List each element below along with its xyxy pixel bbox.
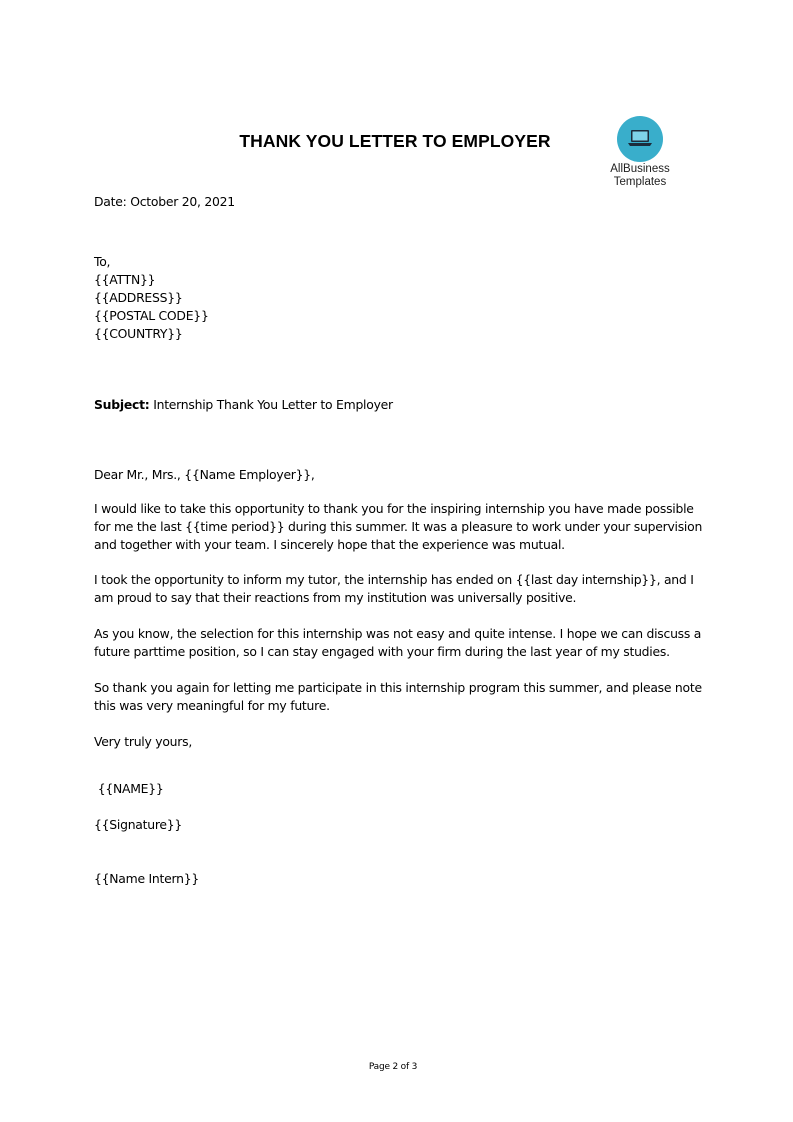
body-paragraph-3 <box>94 625 714 661</box>
signature-text: {{Signature}} <box>94 817 183 832</box>
sender-name-text: {{NAME}} <box>94 781 164 796</box>
recipient-address: {{ADDRESS}} <box>94 290 183 305</box>
paragraph-line: So thank you again for letting me participate in this internship program this summer, and please note <box>94 680 702 695</box>
body-paragraph-4 <box>94 679 714 715</box>
recipient-country: {{COUNTRY}} <box>94 326 183 341</box>
document-title: THANK YOU LETTER TO EMPLOYER <box>239 131 551 151</box>
salutation <box>94 466 714 484</box>
signature <box>94 816 714 834</box>
paragraph-line: I took the opportunity to inform my tutor, the internship has ended on {{last day internship}}, and I <box>94 572 694 587</box>
subject-label: Subject: <box>94 397 150 412</box>
paragraph-line: As you know, the selection for this internship was not easy and quite intense. I hope we can discuss a <box>94 626 702 641</box>
body-paragraph-1 <box>94 500 714 554</box>
logo-text-line1: AllBusiness <box>610 163 670 175</box>
subject-line <box>94 396 714 414</box>
paragraph-line: and together with your team. I sincerely hope that the experience was mutual. <box>94 537 565 552</box>
recipient-attn: {{ATTN}} <box>94 272 156 287</box>
body-paragraph-2 <box>94 571 714 607</box>
closing <box>94 733 714 751</box>
logo-badge <box>617 116 663 162</box>
logo-text <box>600 163 680 189</box>
recipient-block <box>94 253 714 343</box>
paragraph-line: I would like to take this opportunity to thank you for the inspiring internship you have made possible <box>94 501 694 516</box>
recipient-postal-code: {{POSTAL CODE}} <box>94 308 209 323</box>
sender-name <box>94 780 714 798</box>
allbusiness-logo <box>600 116 680 189</box>
date-text: Date: October 20, 2021 <box>94 194 235 209</box>
paragraph-line: for me the last {{time period}} during this summer. It was a pleasure to work under your supervision <box>94 519 703 534</box>
paragraph-line: am proud to say that their reactions from my institution was universally positive. <box>94 590 577 605</box>
laptop-icon <box>617 116 663 162</box>
closing-text: Very truly yours, <box>94 734 193 749</box>
subject-value: Internship Thank You Letter to Employer <box>149 397 393 412</box>
page-number: Page 2 of 3 <box>368 1062 418 1072</box>
paragraph-line: this was very meaningful for my future. <box>94 698 330 713</box>
subject-text <box>94 396 714 414</box>
recipient-to: To, <box>94 254 111 269</box>
intern-name <box>94 870 714 888</box>
paragraph-line: future parttime position, so I can stay engaged with your firm during the last year of my studies. <box>94 644 670 659</box>
date-line <box>94 193 714 211</box>
salutation-text: Dear Mr., Mrs., {{Name Employer}}, <box>94 467 315 482</box>
logo-text-line2: Templates <box>613 176 667 188</box>
intern-name-text: {{Name Intern}} <box>94 871 199 886</box>
